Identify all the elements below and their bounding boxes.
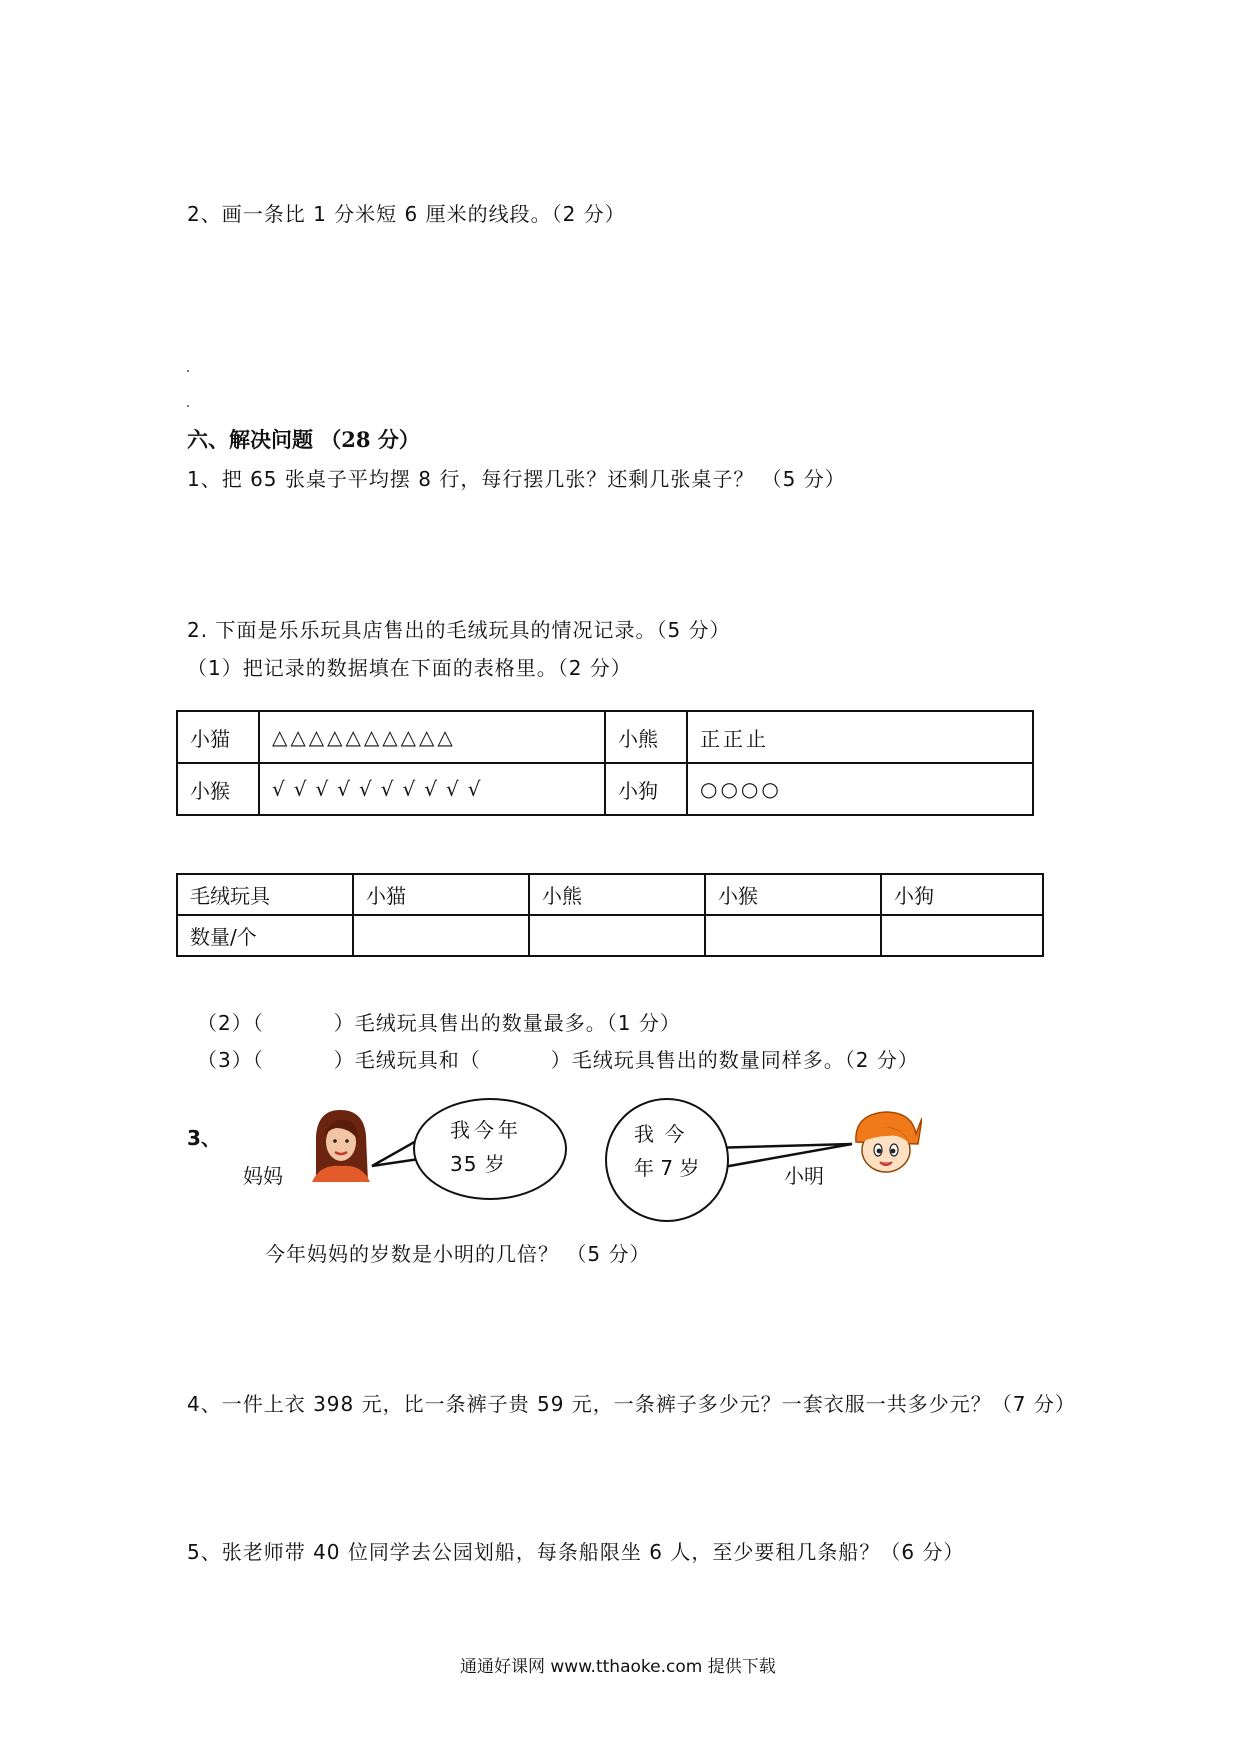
header-cell: 小猫 xyxy=(353,874,529,915)
sub2-suffix: ）毛绒玩具售出的数量最多。（1 分） xyxy=(333,1011,681,1035)
record-label-bear: 小熊 xyxy=(605,711,687,763)
row-label: 数量/个 xyxy=(177,915,353,956)
section-title: 六、解决问题 （28 分） xyxy=(187,427,420,452)
table-row xyxy=(177,711,1033,763)
question-6-2-sub1: （1）把记录的数据填在下面的表格里。（2 分） xyxy=(187,656,632,680)
question-6-4: 4、一件上衣 398 元，比一条裤子贵 59 元，一条裤子多少元？一套衣服一共多少元？（7 分） xyxy=(187,1392,1076,1416)
sub2-prefix: （2）（ xyxy=(197,1011,264,1035)
header-cell: 小熊 xyxy=(529,874,705,915)
question-6-3-number: 3、 xyxy=(187,1126,221,1150)
header-cell: 毛绒玩具 xyxy=(177,874,353,915)
table-row xyxy=(177,915,1043,956)
sub3-middle: ）毛绒玩具和（ xyxy=(333,1048,481,1072)
record-marks-dog: ○○○○ xyxy=(687,763,1033,815)
mother-label: 妈妈 xyxy=(243,1164,283,1188)
stray-mark xyxy=(187,370,189,372)
question-5-2: 2、画一条比 1 分米短 6 厘米的线段。（2 分） xyxy=(187,202,626,226)
mother-bubble-line1: 我今年 xyxy=(450,1118,522,1142)
record-marks-bear: 正正止 xyxy=(687,711,1033,763)
record-marks-cat: △△△△△△△△△△ xyxy=(259,711,605,763)
answer-cell-monkey[interactable] xyxy=(705,915,881,956)
mother-portrait-icon xyxy=(310,1106,372,1182)
table-row xyxy=(177,763,1033,815)
question-6-3: 今年妈妈的岁数是小明的几倍？ （5 分） xyxy=(265,1242,651,1266)
stray-mark xyxy=(187,405,189,407)
header-cell: 小猴 xyxy=(705,874,881,915)
record-label-monkey: 小猴 xyxy=(177,763,259,815)
mother-bubble-line2: 35 岁 xyxy=(450,1152,506,1176)
table-row xyxy=(177,874,1043,915)
sub3-prefix: （3）（ xyxy=(197,1048,264,1072)
question-6-5: 5、张老师带 40 位同学去公园划船，每条船限坐 6 人，至少要租几条船？（6 分） xyxy=(187,1540,965,1564)
record-marks-monkey: √√√√√√√√√√ xyxy=(259,763,605,815)
answer-cell-dog[interactable] xyxy=(881,915,1043,956)
count-fill-table xyxy=(176,873,1044,957)
question-6-1: 1、把 65 张桌子平均摆 8 行，每行摆几张？还剩几张桌子？ （5 分） xyxy=(187,467,846,491)
boy-bubble-line2: 年 7 岁 xyxy=(634,1156,700,1180)
boy-cartoon-icon xyxy=(852,1108,922,1178)
question-6-2-sub2 xyxy=(197,1007,681,1036)
answer-cell-bear[interactable] xyxy=(529,915,705,956)
sub3-suffix: ）毛绒玩具售出的数量同样多。（2 分） xyxy=(550,1048,919,1072)
record-label-cat: 小猫 xyxy=(177,711,259,763)
tally-record-table xyxy=(176,710,1034,816)
answer-cell-cat[interactable] xyxy=(353,915,529,956)
record-label-dog: 小狗 xyxy=(605,763,687,815)
boy-bubble-line1: 我 今 xyxy=(634,1122,687,1146)
page-footer: 通通好课网 www.tthaoke.com 提供下载 xyxy=(460,1657,776,1677)
question-6-2-sub3 xyxy=(197,1044,919,1073)
header-cell: 小狗 xyxy=(881,874,1043,915)
question-6-2: 2. 下面是乐乐玩具店售出的毛绒玩具的情况记录。（5 分） xyxy=(187,618,731,642)
boy-label: 小明 xyxy=(784,1164,824,1188)
